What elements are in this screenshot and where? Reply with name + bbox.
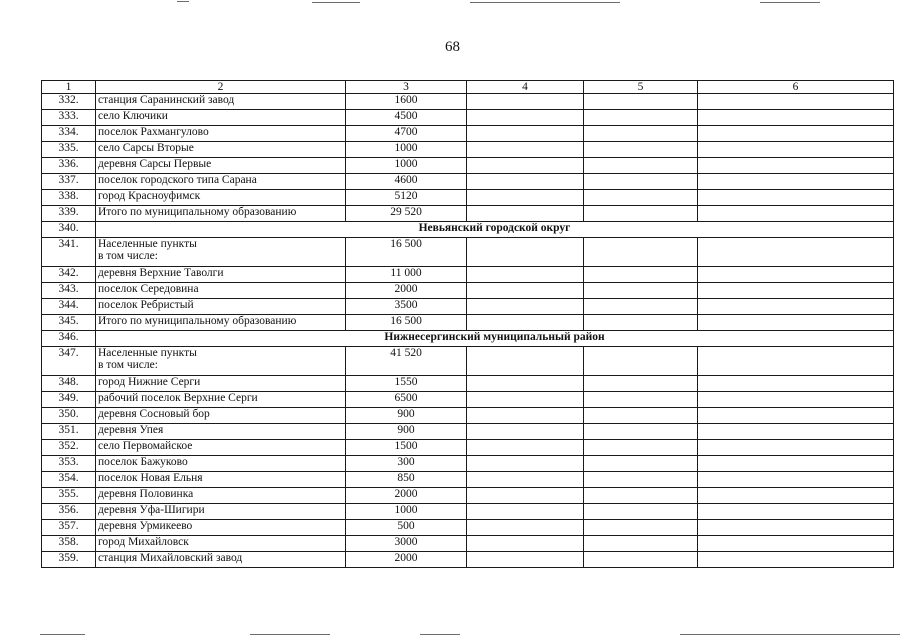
row-number: 348. [42, 376, 96, 392]
settlement-name: село Сарсы Вторые [96, 142, 346, 158]
row-number: 341. [42, 238, 96, 267]
empty-col-4 [467, 238, 584, 267]
empty-col-5 [584, 126, 698, 142]
row-number: 333. [42, 110, 96, 126]
empty-col-5 [584, 408, 698, 424]
settlement-name: поселок Ребристый [96, 299, 346, 315]
row-number: 357. [42, 520, 96, 536]
empty-col-5 [584, 504, 698, 520]
table-row [42, 392, 894, 408]
population-value: 2000 [346, 283, 467, 299]
section-title: Нижнесергинский муниципальный район [96, 331, 894, 347]
row-number: 358. [42, 536, 96, 552]
empty-col-6 [698, 190, 894, 206]
empty-col-4 [467, 142, 584, 158]
table-row [42, 315, 894, 331]
population-value: 2000 [346, 552, 467, 568]
empty-col-6 [698, 206, 894, 222]
table-row [42, 299, 894, 315]
table-row [42, 142, 894, 158]
empty-col-6 [698, 504, 894, 520]
table-row [42, 504, 894, 520]
empty-col-5 [584, 238, 698, 267]
table-row [42, 174, 894, 190]
header-col-5: 5 [584, 81, 698, 94]
header-col-1: 1 [42, 81, 96, 94]
settlement-name: деревня Упея [96, 424, 346, 440]
empty-col-6 [698, 456, 894, 472]
empty-col-4 [467, 472, 584, 488]
settlement-name-line-1: Населенные пункты [98, 238, 197, 250]
population-value: 3000 [346, 536, 467, 552]
row-number: 339. [42, 206, 96, 222]
population-value: 850 [346, 472, 467, 488]
empty-col-4 [467, 488, 584, 504]
table-row [42, 552, 894, 568]
settlements-table [41, 80, 894, 568]
scan-line-top-2 [312, 2, 360, 3]
population-value: 4700 [346, 126, 467, 142]
row-number: 351. [42, 424, 96, 440]
scan-line-bottom-3 [420, 634, 460, 635]
settlement-name: Итого по муниципальному образованию [96, 315, 346, 331]
settlement-name: село Первомайское [96, 440, 346, 456]
empty-col-6 [698, 142, 894, 158]
empty-col-4 [467, 376, 584, 392]
settlement-name: поселок Рахмангулово [96, 126, 346, 142]
population-value: 41 520 [346, 347, 467, 376]
row-number: 338. [42, 190, 96, 206]
population-value: 6500 [346, 392, 467, 408]
empty-col-4 [467, 267, 584, 283]
empty-col-5 [584, 347, 698, 376]
empty-col-5 [584, 536, 698, 552]
empty-col-5 [584, 283, 698, 299]
empty-col-6 [698, 267, 894, 283]
empty-col-6 [698, 536, 894, 552]
scan-line-top-3 [470, 2, 620, 3]
empty-col-4 [467, 206, 584, 222]
empty-col-6 [698, 158, 894, 174]
table-row [42, 190, 894, 206]
population-value: 5120 [346, 190, 467, 206]
row-number: 355. [42, 488, 96, 504]
row-number: 352. [42, 440, 96, 456]
empty-col-5 [584, 267, 698, 283]
empty-col-5 [584, 299, 698, 315]
population-value: 1500 [346, 440, 467, 456]
empty-col-6 [698, 315, 894, 331]
settlement-name: деревня Сосновый бор [96, 408, 346, 424]
header-col-6: 6 [698, 81, 894, 94]
population-value: 11 000 [346, 267, 467, 283]
empty-col-5 [584, 94, 698, 110]
empty-col-5 [584, 392, 698, 408]
population-value: 900 [346, 408, 467, 424]
table-row [42, 408, 894, 424]
empty-col-5 [584, 190, 698, 206]
settlement-name: рабочий поселок Верхние Серги [96, 392, 346, 408]
empty-col-4 [467, 158, 584, 174]
population-value: 1000 [346, 158, 467, 174]
settlement-name: деревня Урмикеево [96, 520, 346, 536]
page-number: 68 [445, 39, 460, 55]
scan-line-bottom-4 [680, 634, 900, 635]
table-row [42, 126, 894, 142]
settlement-name: город Михайловск [96, 536, 346, 552]
empty-col-5 [584, 110, 698, 126]
empty-col-6 [698, 488, 894, 504]
empty-col-4 [467, 347, 584, 376]
empty-col-5 [584, 456, 698, 472]
settlement-name: город Нижние Серги [96, 376, 346, 392]
empty-col-4 [467, 392, 584, 408]
row-number: 334. [42, 126, 96, 142]
table-row [42, 520, 894, 536]
empty-col-6 [698, 440, 894, 456]
row-number: 336. [42, 158, 96, 174]
empty-col-4 [467, 536, 584, 552]
settlement-name: Итого по муниципальному образованию [96, 206, 346, 222]
row-number: 353. [42, 456, 96, 472]
row-number: 356. [42, 504, 96, 520]
section-row [42, 331, 894, 347]
table-body [42, 94, 894, 568]
empty-col-4 [467, 94, 584, 110]
table-row [42, 472, 894, 488]
settlement-name-line-1: Населенные пункты [98, 347, 197, 359]
empty-col-5 [584, 440, 698, 456]
population-value: 300 [346, 456, 467, 472]
empty-col-4 [467, 552, 584, 568]
settlement-name [96, 238, 346, 267]
empty-col-4 [467, 299, 584, 315]
table-row [42, 536, 894, 552]
empty-col-4 [467, 424, 584, 440]
settlement-name: деревня Верхние Таволги [96, 267, 346, 283]
empty-col-4 [467, 440, 584, 456]
empty-col-4 [467, 126, 584, 142]
population-value: 3500 [346, 299, 467, 315]
table-row [42, 456, 894, 472]
empty-col-6 [698, 110, 894, 126]
empty-col-6 [698, 94, 894, 110]
row-number: 354. [42, 472, 96, 488]
section-title: Невьянский городской округ [96, 222, 894, 238]
empty-col-5 [584, 142, 698, 158]
empty-col-5 [584, 206, 698, 222]
row-number: 332. [42, 94, 96, 110]
table-row [42, 110, 894, 126]
table-row [42, 283, 894, 299]
table-row [42, 424, 894, 440]
section-row [42, 222, 894, 238]
empty-col-5 [584, 174, 698, 190]
empty-col-5 [584, 376, 698, 392]
table-row [42, 206, 894, 222]
scan-line-top-4 [760, 2, 820, 3]
empty-col-5 [584, 424, 698, 440]
empty-col-4 [467, 408, 584, 424]
empty-col-5 [584, 472, 698, 488]
row-number: 345. [42, 315, 96, 331]
row-number: 359. [42, 552, 96, 568]
row-number: 347. [42, 347, 96, 376]
empty-col-6 [698, 392, 894, 408]
empty-col-5 [584, 158, 698, 174]
empty-col-4 [467, 315, 584, 331]
settlement-name: станция Саранинский завод [96, 94, 346, 110]
empty-col-6 [698, 238, 894, 267]
scan-line-top-1 [177, 1, 189, 2]
settlement-name: поселок Новая Ельня [96, 472, 346, 488]
population-value: 1600 [346, 94, 467, 110]
row-number: 340. [42, 222, 96, 238]
population-value: 1000 [346, 504, 467, 520]
header-col-2: 2 [96, 81, 346, 94]
row-number: 344. [42, 299, 96, 315]
settlement-name: село Ключики [96, 110, 346, 126]
row-number: 342. [42, 267, 96, 283]
empty-col-6 [698, 283, 894, 299]
empty-col-6 [698, 552, 894, 568]
scan-line-bottom-2 [250, 634, 330, 635]
population-value: 2000 [346, 488, 467, 504]
empty-col-5 [584, 552, 698, 568]
settlement-name: поселок городского типа Сарана [96, 174, 346, 190]
settlement-name-line-2: в том числе: [98, 359, 158, 371]
empty-col-6 [698, 126, 894, 142]
population-value: 29 520 [346, 206, 467, 222]
header-col-3: 3 [346, 81, 467, 94]
empty-col-5 [584, 520, 698, 536]
table-row [42, 94, 894, 110]
population-value: 4600 [346, 174, 467, 190]
table-row [42, 440, 894, 456]
empty-col-4 [467, 283, 584, 299]
row-number: 337. [42, 174, 96, 190]
table-row [42, 267, 894, 283]
population-value: 1000 [346, 142, 467, 158]
empty-col-4 [467, 504, 584, 520]
empty-col-6 [698, 408, 894, 424]
empty-col-6 [698, 520, 894, 536]
table-row [42, 158, 894, 174]
table-row [42, 238, 894, 267]
settlement-name: город Красноуфимск [96, 190, 346, 206]
settlement-name: деревня Уфа-Шигири [96, 504, 346, 520]
settlement-name-line-2: в том числе: [98, 250, 158, 262]
population-value: 500 [346, 520, 467, 536]
population-value: 900 [346, 424, 467, 440]
empty-col-6 [698, 299, 894, 315]
scan-line-bottom-1 [40, 634, 85, 635]
row-number: 346. [42, 331, 96, 347]
table-row [42, 347, 894, 376]
population-value: 16 500 [346, 238, 467, 267]
empty-col-5 [584, 488, 698, 504]
table-row [42, 488, 894, 504]
population-value: 1550 [346, 376, 467, 392]
row-number: 335. [42, 142, 96, 158]
settlement-name: поселок Бажуково [96, 456, 346, 472]
table-row [42, 376, 894, 392]
header-row [42, 81, 894, 94]
settlement-name [96, 347, 346, 376]
empty-col-4 [467, 174, 584, 190]
settlement-name: станция Михайловский завод [96, 552, 346, 568]
empty-col-4 [467, 190, 584, 206]
empty-col-6 [698, 376, 894, 392]
empty-col-5 [584, 315, 698, 331]
settlement-name: деревня Сарсы Первые [96, 158, 346, 174]
population-value: 4500 [346, 110, 467, 126]
empty-col-4 [467, 520, 584, 536]
empty-col-4 [467, 456, 584, 472]
row-number: 343. [42, 283, 96, 299]
settlement-name: поселок Середовина [96, 283, 346, 299]
empty-col-4 [467, 110, 584, 126]
row-number: 349. [42, 392, 96, 408]
empty-col-6 [698, 347, 894, 376]
header-col-4: 4 [467, 81, 584, 94]
settlement-name: деревня Половинка [96, 488, 346, 504]
row-number: 350. [42, 408, 96, 424]
empty-col-6 [698, 174, 894, 190]
population-value: 16 500 [346, 315, 467, 331]
empty-col-6 [698, 472, 894, 488]
empty-col-6 [698, 424, 894, 440]
